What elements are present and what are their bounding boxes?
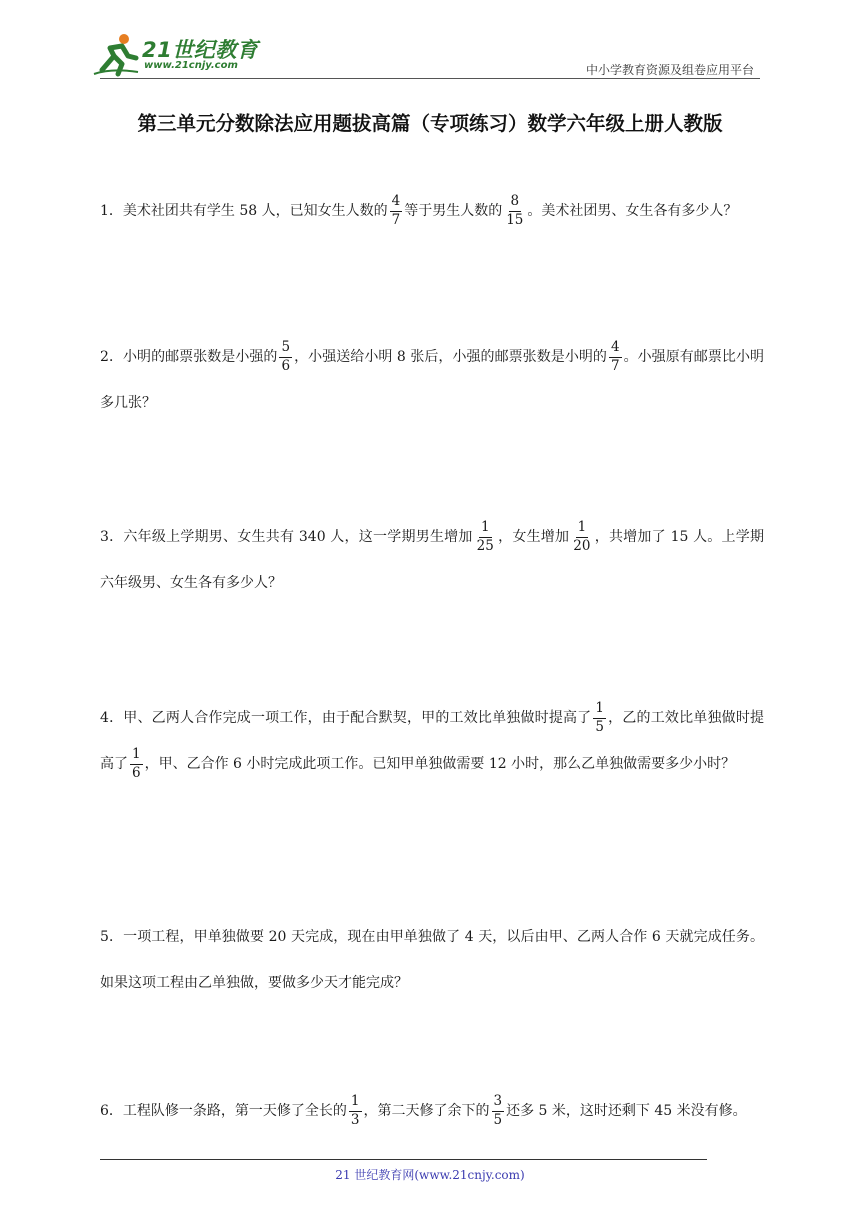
fraction — [475, 520, 496, 554]
platform-name: 中小学教育资源及组卷应用平台 — [585, 63, 754, 77]
fraction — [279, 340, 292, 374]
question-text: ，乙的工效比单独做时提高了 — [100, 710, 765, 772]
question-text: ，小强送给小明 8 张后，小强的邮票张数是小明的 — [294, 349, 607, 365]
fraction — [593, 701, 606, 735]
footer-divider — [100, 1159, 707, 1160]
site-logo — [92, 30, 272, 78]
logo-text: 21世纪教育 — [142, 38, 259, 62]
question-2 — [100, 334, 764, 426]
page-title: 第三单元分数除法应用题拔高篇（专项练习）数学六年级上册人教版 — [137, 112, 723, 135]
fraction-numerator: 5 — [279, 340, 292, 358]
header-divider — [100, 78, 760, 79]
question-4 — [100, 695, 764, 787]
question-5 — [100, 914, 764, 1006]
question-text: 3．六年级上学期男、女生共有 340 人，这一学期男生增加 — [100, 529, 473, 545]
fraction-denominator: 7 — [391, 211, 401, 228]
fraction — [349, 1094, 362, 1128]
fraction-numerator: 1 — [349, 1094, 362, 1112]
question-text: 1．美术社团共有学生 58 人，已知女生人数的 — [100, 203, 388, 219]
question-text: 。美术社团男、女生各有多少人？ — [527, 203, 738, 219]
fraction — [609, 340, 622, 374]
fraction-denominator: 5 — [595, 718, 604, 735]
footer-text[interactable]: 21 世纪教育网(www.21cnjy.com) — [335, 1168, 525, 1182]
fraction — [571, 520, 592, 554]
fraction — [130, 747, 143, 781]
question-text: 4．甲、乙两人合作完成一项工作，由于配合默契，甲的工效比单独做时提高了 — [100, 710, 592, 726]
question-text: 。小强原有邮票比小明多几张？ — [100, 349, 764, 411]
question-1 — [100, 188, 764, 234]
fraction-numerator: 1 — [576, 520, 589, 538]
fraction-numerator: 1 — [479, 520, 492, 538]
question-text: ，共增加了 15 人。上学期六年级男、女生各有多少人？ — [100, 529, 765, 591]
fraction-denominator: 5 — [493, 1111, 503, 1128]
fraction-denominator: 20 — [573, 537, 591, 554]
fraction-numerator: 1 — [593, 701, 606, 719]
fraction-numerator: 4 — [390, 194, 403, 212]
fraction — [390, 194, 403, 228]
logo-url: www.21cnjy.com — [144, 60, 238, 71]
question-text: ，第二天修了余下的 — [363, 1103, 490, 1119]
question-text: 2．小明的邮票张数是小强的 — [100, 349, 278, 365]
question-text: 还多 5 米，这时还剩下 45 米没有修。 — [506, 1103, 747, 1119]
fraction-denominator: 15 — [506, 211, 524, 228]
question-text: ，女生增加 — [497, 529, 570, 545]
fraction — [492, 1094, 505, 1128]
fraction-denominator: 6 — [132, 764, 141, 781]
question-text: ，甲、乙合作 6 小时完成此项工作。已知甲单独做需要 12 小时，那么乙单独做需要多少小时？ — [144, 756, 736, 772]
fraction-numerator: 3 — [492, 1094, 505, 1112]
question-text: 等于男生人数的 — [404, 203, 503, 219]
runner-logo-icon — [92, 30, 140, 78]
question-text: 6．工程队修一条路，第一天修了全长的 — [100, 1103, 347, 1119]
fraction-numerator: 1 — [130, 747, 143, 765]
question-text: 5．一项工程，甲单独做要 20 天完成，现在由甲单独做了 4 天，以后由甲、乙两人合作 6 天就完成任务。如果这项工程由乙单独做，要做多少天才能完成？ — [100, 929, 764, 991]
fraction-numerator: 4 — [609, 340, 622, 358]
question-6 — [100, 1088, 764, 1134]
fraction-denominator: 3 — [350, 1111, 360, 1128]
fraction-denominator: 7 — [610, 357, 620, 374]
fraction-denominator: 6 — [281, 357, 291, 374]
fraction-denominator: 25 — [476, 537, 494, 554]
fraction-numerator: 8 — [509, 194, 522, 212]
fraction — [504, 194, 525, 228]
question-3 — [100, 514, 764, 606]
